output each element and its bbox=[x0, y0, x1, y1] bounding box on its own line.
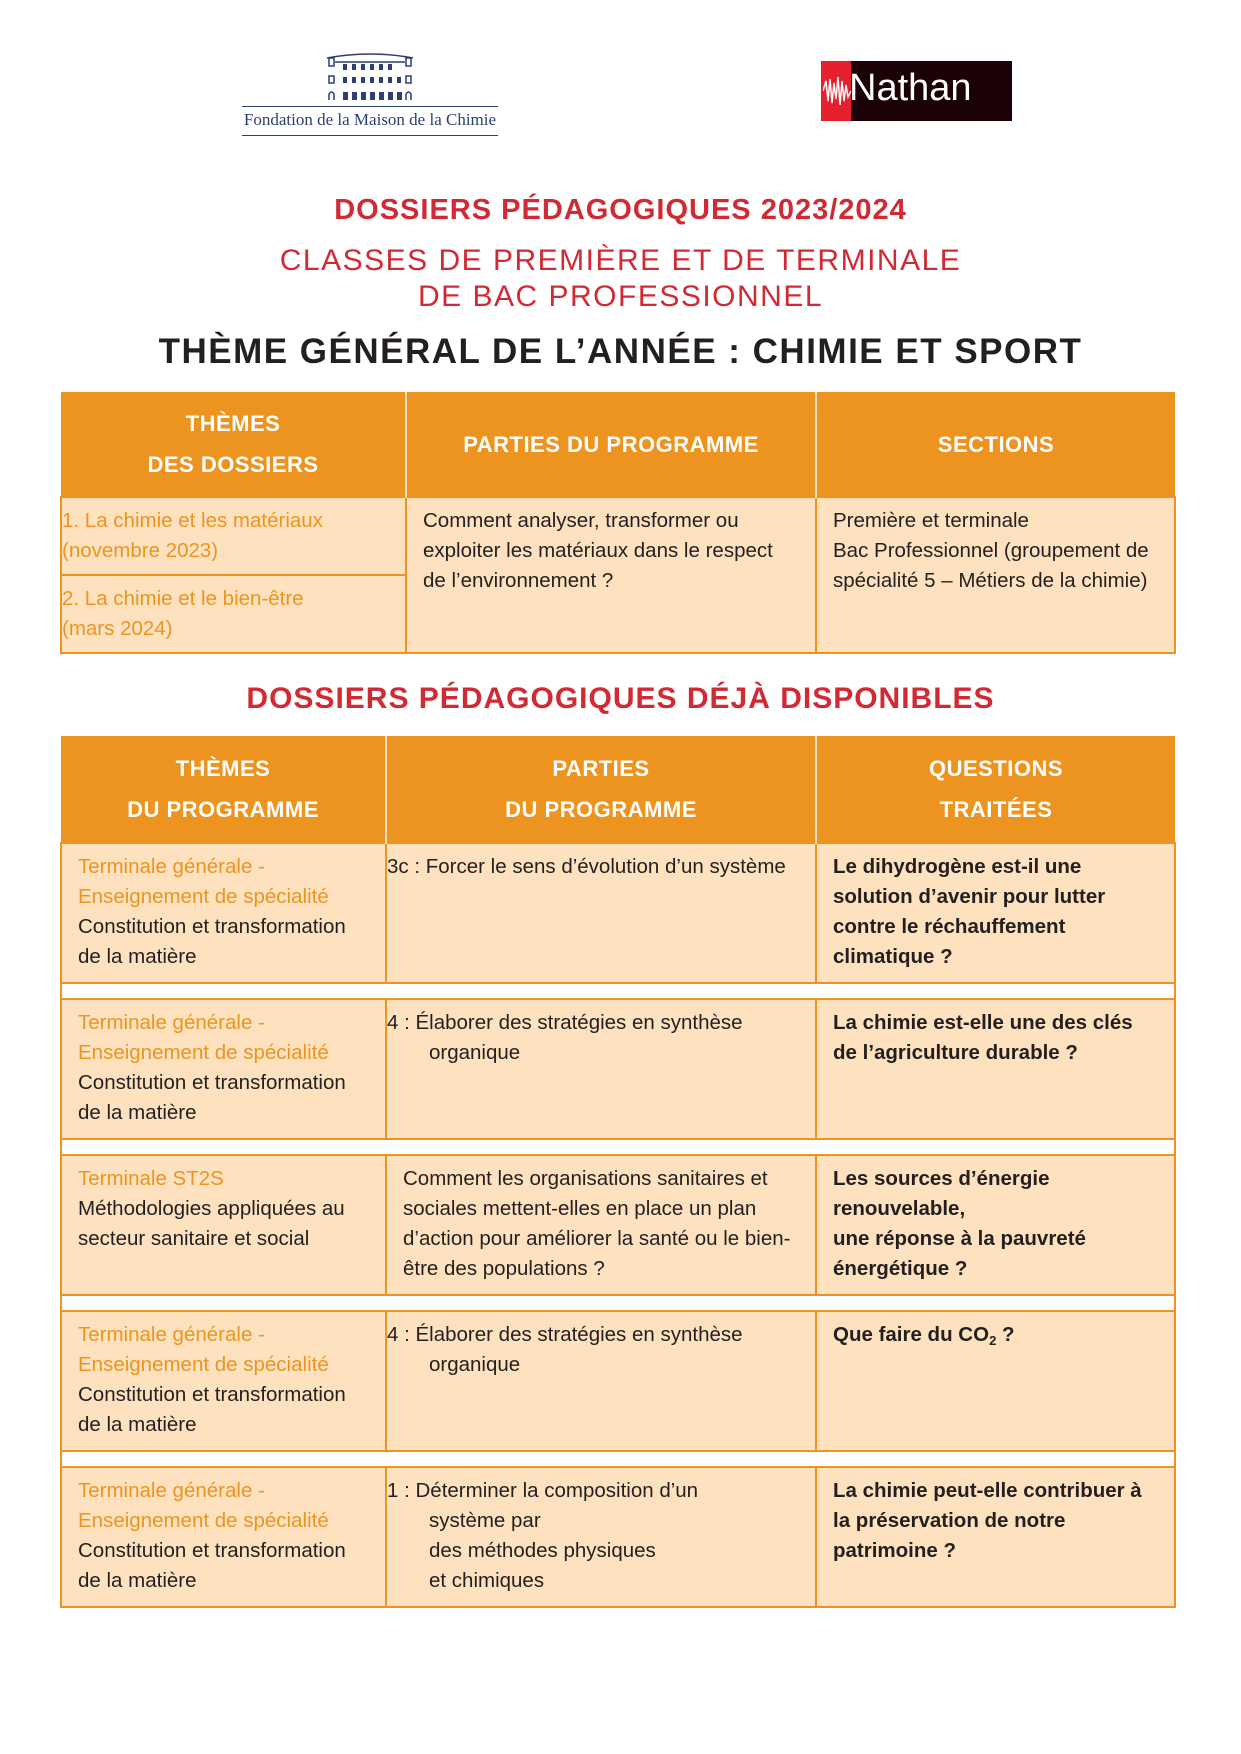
partie-line: Déterminer la composition d’un bbox=[415, 1479, 699, 1502]
section-line: Bac Professionnel (groupement de spécialité 5 – Métiers de la chimie) bbox=[833, 539, 1149, 592]
partie-cell bbox=[386, 1467, 816, 1607]
question-text: ? bbox=[996, 1323, 1015, 1346]
header-themes-dossiers bbox=[61, 392, 406, 497]
fmc-name: Fondation de la Maison de la Chimie bbox=[243, 110, 497, 129]
gap-cell bbox=[61, 1451, 1175, 1467]
theme-line: (novembre 2023) bbox=[62, 539, 219, 562]
theme-cell-1 bbox=[61, 497, 406, 575]
partie-text: Forcer le sens d’évolution d’un système bbox=[425, 855, 786, 878]
available-dossiers-title: DOSSIERS PÉDAGOGIQUES DÉJÀ DISPONIBLES bbox=[246, 682, 995, 715]
building-icon bbox=[325, 52, 415, 106]
table-header-row bbox=[61, 736, 1175, 843]
partie-cell: Comment les organisations sanitaires et sociales mettent-elles en place un plan d’action pour améliorer la santé ou le bien-être des populations ? bbox=[386, 1155, 816, 1295]
partie-number: 4 : bbox=[387, 1323, 410, 1346]
theme-line: (mars 2024) bbox=[62, 617, 173, 640]
header-sections: SECTIONS bbox=[816, 392, 1175, 497]
header-line: DU PROGRAMME bbox=[127, 797, 319, 822]
section-line: Première et terminale bbox=[833, 509, 1029, 532]
question-cell bbox=[816, 1311, 1175, 1451]
header-themes-programme bbox=[61, 736, 386, 843]
header-parties-programme: PARTIES DU PROGRAMME bbox=[406, 392, 816, 497]
theme-level: Enseignement de spécialité bbox=[78, 885, 329, 908]
partie-line: système par bbox=[429, 1509, 541, 1532]
question-cell: La chimie peut-elle contribuer à la préservation de notre patrimoine ? bbox=[816, 1467, 1175, 1607]
table-row bbox=[61, 999, 1175, 1139]
table-row bbox=[61, 1467, 1175, 1607]
dossiers-2023-table bbox=[60, 392, 1176, 654]
theme-level: Terminale générale - bbox=[78, 1479, 265, 1502]
header-parties-programme bbox=[386, 736, 816, 843]
header-line: TRAITÉES bbox=[939, 797, 1053, 822]
theme-cell bbox=[61, 1467, 386, 1607]
question-line: une réponse à la pauvreté énergétique ? bbox=[833, 1227, 1086, 1280]
theme-cell bbox=[61, 1155, 386, 1295]
theme-topic: Constitution et transformation de la matière bbox=[78, 915, 346, 968]
partie-line: des méthodes physiques bbox=[429, 1539, 656, 1562]
table-row bbox=[61, 1155, 1175, 1295]
partie-cell bbox=[386, 1311, 816, 1451]
section-cell bbox=[816, 497, 1175, 653]
partie-cell bbox=[386, 843, 816, 983]
theme-line: 2. La chimie et le bien-être bbox=[62, 587, 304, 610]
theme-level: Terminale générale - bbox=[78, 1011, 265, 1034]
header-line: THÈMES bbox=[185, 411, 281, 436]
partie-number: 1 : bbox=[387, 1479, 410, 1502]
subscript: 2 bbox=[989, 1333, 997, 1348]
header-questions-traitees bbox=[816, 736, 1175, 843]
theme-level: Enseignement de spécialité bbox=[78, 1353, 329, 1376]
theme-level: Terminale générale - bbox=[78, 855, 265, 878]
theme-level: Enseignement de spécialité bbox=[78, 1041, 329, 1064]
header-line: DU PROGRAMME bbox=[505, 797, 697, 822]
theme-topic: Méthodologies appliquées au secteur sanitaire et social bbox=[78, 1197, 345, 1250]
theme-cell bbox=[61, 1311, 386, 1451]
question-line: Les sources d’énergie bbox=[833, 1167, 1050, 1190]
partie-cell bbox=[386, 999, 816, 1139]
row-gap bbox=[61, 1139, 1175, 1155]
question-cell: Le dihydrogène est-il une solution d’avenir pour lutter contre le réchauffement climatique ? bbox=[816, 843, 1175, 983]
theme-topic: Constitution et transformation de la matière bbox=[78, 1539, 346, 1592]
table-row bbox=[61, 1311, 1175, 1451]
page-title: DOSSIERS PÉDAGOGIQUES 2023/2024 bbox=[334, 194, 907, 226]
row-gap bbox=[61, 1295, 1175, 1311]
question-line: renouvelable, bbox=[833, 1197, 966, 1220]
theme-cell-2 bbox=[61, 575, 406, 653]
theme-level: Terminale générale - bbox=[78, 1323, 265, 1346]
partie-text: Élaborer des stratégies en synthèse organique bbox=[415, 1011, 743, 1064]
page-subtitle bbox=[0, 243, 1241, 315]
gap-cell bbox=[61, 1139, 1175, 1155]
header-line: QUESTIONS bbox=[928, 756, 1064, 781]
subtitle-line-1: CLASSES DE PREMIÈRE ET DE TERMINALE bbox=[279, 244, 962, 277]
theme-level: Terminale ST2S bbox=[78, 1167, 224, 1190]
theme-topic: Constitution et transformation de la matière bbox=[78, 1071, 346, 1124]
partie-line: et chimiques bbox=[429, 1569, 545, 1592]
gap-cell bbox=[61, 983, 1175, 999]
table-row bbox=[61, 497, 1175, 575]
header-line: DES DOSSIERS bbox=[147, 452, 319, 477]
partie-text: Élaborer des stratégies en synthèse organique bbox=[415, 1323, 743, 1376]
question-cell: La chimie est-elle une des clés de l’agriculture durable ? bbox=[816, 999, 1175, 1139]
logo-underline bbox=[242, 135, 498, 136]
theme-cell bbox=[61, 843, 386, 983]
partie-number: 4 : bbox=[387, 1011, 410, 1034]
partie-number: 3c : bbox=[387, 855, 421, 878]
theme-line: 1. La chimie et les matériaux bbox=[62, 509, 323, 532]
theme-cell bbox=[61, 999, 386, 1139]
nathan-logo bbox=[821, 61, 1012, 121]
table-header-row bbox=[61, 392, 1175, 497]
partie-cell: Comment analyser, transformer ou exploiter les matériaux dans le respect de l’environnement ? bbox=[406, 497, 816, 653]
header-line: THÈMES bbox=[175, 756, 271, 781]
question-text: Que faire du CO bbox=[833, 1323, 990, 1346]
gap-cell bbox=[61, 1295, 1175, 1311]
fondation-maison-chimie-logo bbox=[240, 52, 500, 140]
nathan-wordmark: Nathan bbox=[849, 67, 972, 109]
subtitle-line-2: DE BAC PROFESSIONNEL bbox=[417, 280, 824, 313]
logo-baseline bbox=[242, 106, 498, 107]
table-row bbox=[61, 843, 1175, 983]
theme-level: Enseignement de spécialité bbox=[78, 1509, 329, 1532]
theme-topic: Constitution et transformation de la matière bbox=[78, 1383, 346, 1436]
question-cell bbox=[816, 1155, 1175, 1295]
available-dossiers-table bbox=[60, 736, 1176, 1608]
row-gap bbox=[61, 1451, 1175, 1467]
header-line: PARTIES bbox=[552, 756, 650, 781]
year-theme: THÈME GÉNÉRAL DE L’ANNÉE : CHIMIE ET SPORT bbox=[158, 332, 1083, 371]
row-gap bbox=[61, 983, 1175, 999]
